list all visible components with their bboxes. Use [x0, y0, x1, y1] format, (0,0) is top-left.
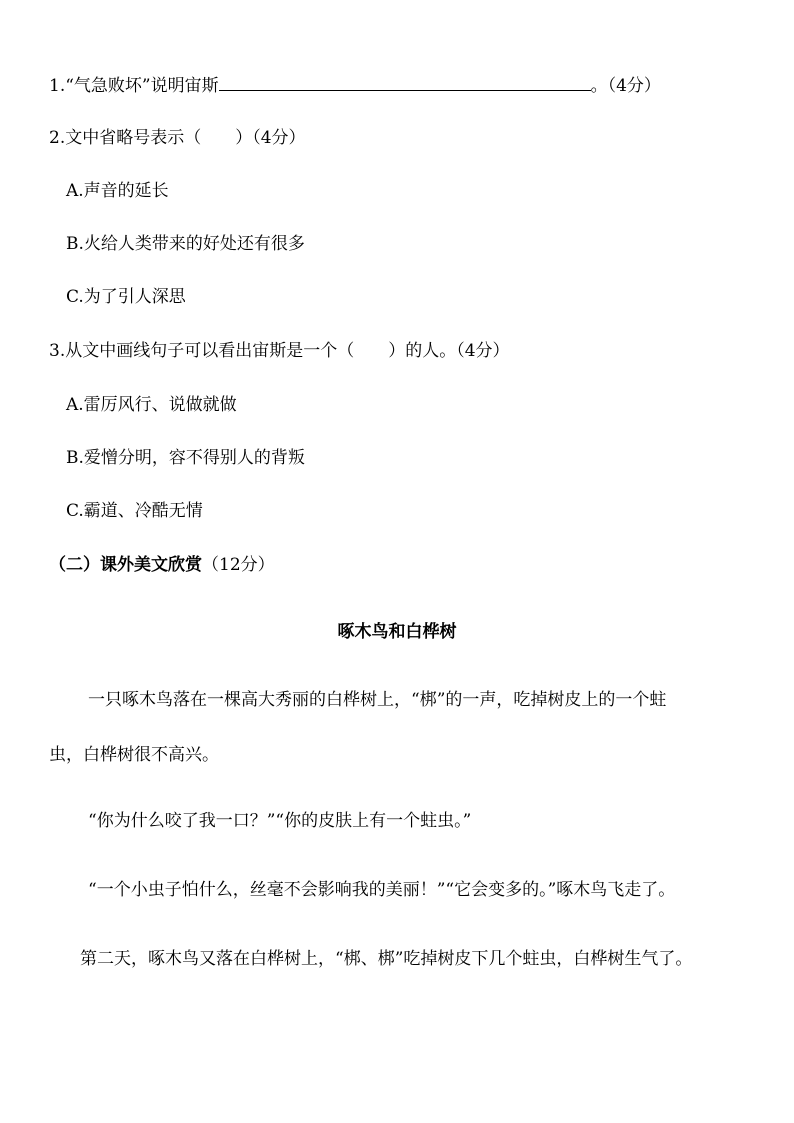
article-paragraph-2: “你为什么咬了我一口？”“你的皮肤上有一个蛀虫。”	[88, 811, 472, 831]
question-2-option-c: C.为了引人深思	[66, 287, 186, 307]
section-title: （二）课外美文欣赏	[49, 555, 202, 575]
article-paragraph-3: “一个小虫子怕什么，丝毫不会影响我的美丽！”“它会变多的。”啄木鸟飞走了。	[88, 880, 676, 900]
question-1	[49, 75, 661, 97]
article-paragraph-4: 第二天，啄木鸟又落在白桦树上，“梆、梆”吃掉树皮下几个蛀虫，白桦树生气了。	[80, 949, 693, 969]
question-2-option-b: B.火给人类带来的好处还有很多	[66, 234, 305, 254]
section-score: （12分）	[202, 555, 275, 575]
question-3-option-a: A.雷厉风行、说做就做	[66, 395, 237, 415]
question-1-score: 。（4分）	[590, 76, 661, 96]
article-title: 啄木鸟和白桦树	[337, 622, 457, 642]
question-3: 3.从文中画线句子可以看出宙斯是一个（ ）的人。（4分）	[49, 341, 510, 361]
question-2: 2.文中省略号表示（ ）（4分）	[49, 128, 306, 148]
section-heading	[49, 554, 275, 576]
article-paragraph-1-line-2: 虫，白桦树很不高兴。	[49, 745, 219, 765]
answer-blank[interactable]	[219, 76, 591, 91]
question-3-option-b: B.爱憎分明，容不得别人的背叛	[66, 448, 305, 468]
question-1-text: 1.“气急败坏”说明宙斯	[49, 76, 219, 96]
question-2-option-a: A.声音的延长	[66, 181, 169, 201]
question-3-option-c: C.霸道、冷酷无情	[66, 501, 203, 521]
article-paragraph-1-line-1: 一只啄木鸟落在一棵高大秀丽的白桦树上，“梆”的一声，吃掉树皮上的一个蛀	[88, 690, 667, 710]
